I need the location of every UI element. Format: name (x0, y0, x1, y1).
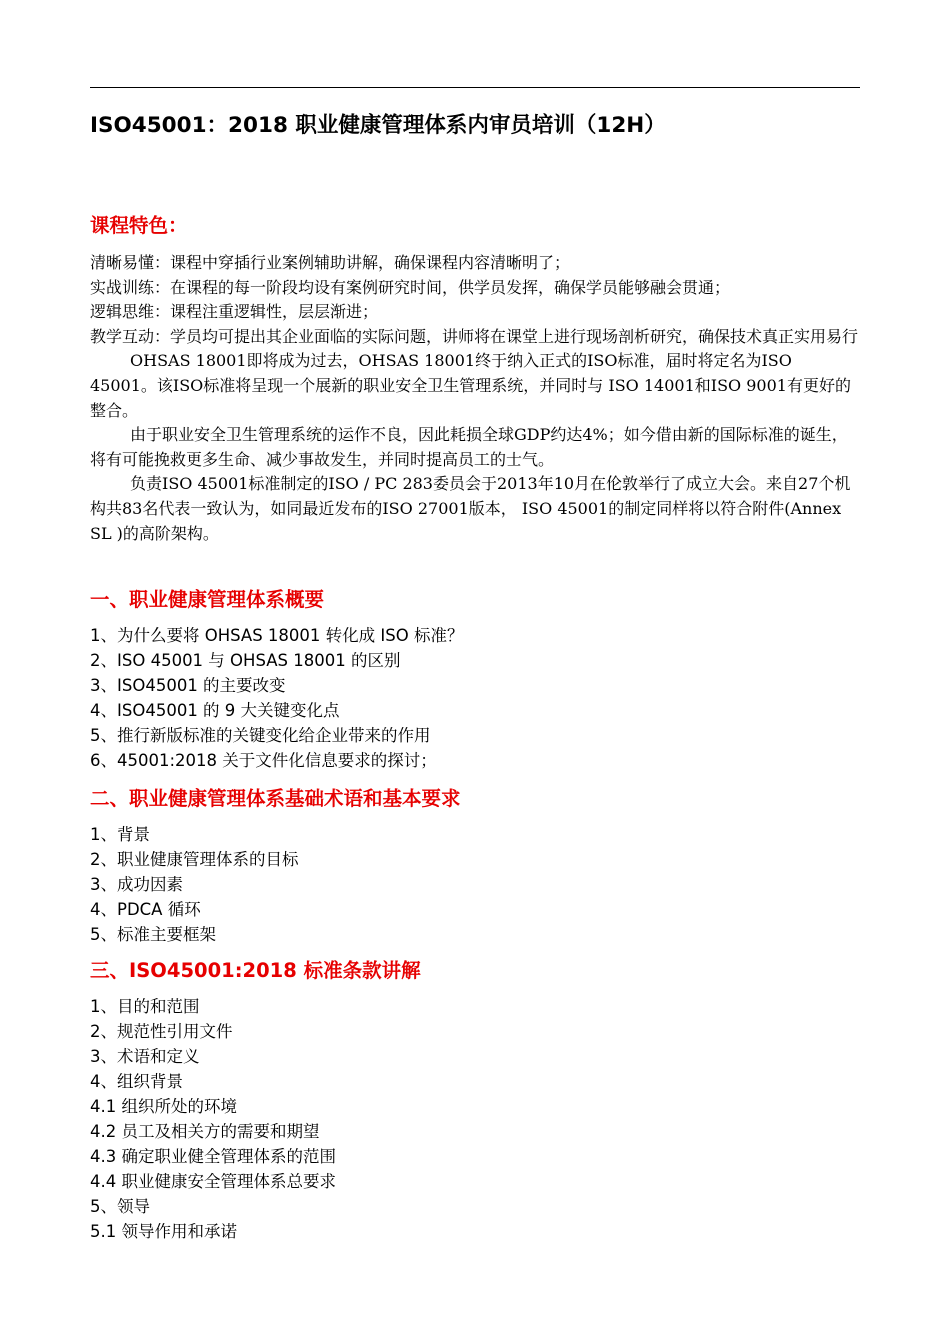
feature-line: 清晰易懂：课程中穿插行业案例辅助讲解，确保课程内容清晰明了； (90, 253, 571, 272)
list-item: 5、标准主要框架 (90, 925, 216, 944)
features-body (90, 251, 860, 546)
section-list (90, 994, 860, 1244)
list-item: 1、背景 (90, 825, 150, 844)
list-item: 4.2 员工及相关方的需要和期望 (90, 1122, 320, 1141)
list-item: 3、术语和定义 (90, 1047, 200, 1066)
list-item: 4.4 职业健康安全管理体系总要求 (90, 1172, 336, 1191)
intro-paragraph: OHSAS 18001即将成为过去，OHSAS 18001终于纳入正式的ISO标准，届时将定名为ISO 45001。该ISO标准将呈现一个展新的职业安全卫生管理系统，并同时与 ISO 14001和ISO 9001有更好的整合。 (90, 351, 851, 420)
list-item: 4、PDCA 循环 (90, 900, 201, 919)
list-item: 2、规范性引用文件 (90, 1022, 233, 1041)
header-rule (90, 87, 860, 88)
list-item: 4、ISO45001 的 9 大关键变化点 (90, 701, 340, 720)
section-list (90, 623, 860, 773)
list-item: 5、领导 (90, 1197, 150, 1216)
document-title: ISO45001：2018 职业健康管理体系内审员培训（12H） (90, 113, 666, 138)
section-clauses (90, 956, 860, 1244)
list-item: 4.1 组织所处的环境 (90, 1097, 237, 1116)
list-item: 4.3 确定职业健全管理体系的范围 (90, 1147, 336, 1166)
section-heading: 三、ISO45001:2018 标准条款讲解 (90, 959, 421, 982)
section-overview (90, 585, 860, 773)
section-heading: 二、职业健康管理体系基础术语和基本要求 (90, 787, 461, 810)
list-item: 2、ISO 45001 与 OHSAS 18001 的区别 (90, 651, 401, 670)
feature-line: 实战训练：在课程的每一阶段均设有案例研究时间，供学员发挥，确保学员能够融会贯通； (90, 277, 731, 297)
list-item: 6、45001:2018 关于文件化信息要求的探讨； (90, 751, 437, 770)
feature-line: 逻辑思维：课程注重逻辑性，层层渐进； (90, 302, 379, 322)
list-item: 1、目的和范围 (90, 997, 200, 1016)
list-item: 1、为什么要将 OHSAS 18001 转化成 ISO 标准？ (90, 626, 464, 645)
section-basics (90, 784, 860, 947)
list-item: 5.1 领导作用和承诺 (90, 1222, 237, 1241)
list-item: 4、组织背景 (90, 1072, 183, 1091)
list-item: 2、职业健康管理体系的目标 (90, 850, 299, 869)
list-item: 3、成功因素 (90, 875, 183, 894)
features-heading: 课程特色： (90, 214, 188, 237)
intro-paragraph: 由于职业安全卫生管理系统的运作不良，因此耗损全球GDP约达4%；如今借由新的国际标准的诞生，将有可能挽救更多生命、减少事故发生，并同时提高员工的士气。 (90, 425, 848, 469)
list-item: 5、推行新版标准的关键变化给企业带来的作用 (90, 726, 431, 745)
section-list (90, 822, 860, 947)
list-item: 3、ISO45001 的主要改变 (90, 676, 286, 695)
section-heading: 一、职业健康管理体系概要 (90, 588, 325, 611)
feature-line: 教学互动：学员均可提出其企业面临的实际问题，讲师将在课堂上进行现场剖析研究，确保技术真正实用易行 (90, 326, 859, 346)
intro-paragraph: 负责ISO 45001标准制定的ISO / PC 283委员会于2013年10月在伦敦举行了成立大会。来自27个机构共83名代表一致认为，如同最近发布的ISO 27001版本， ISO 45001的制定同样将以符合附件(Annex SL )的高阶架构。 (90, 474, 851, 543)
